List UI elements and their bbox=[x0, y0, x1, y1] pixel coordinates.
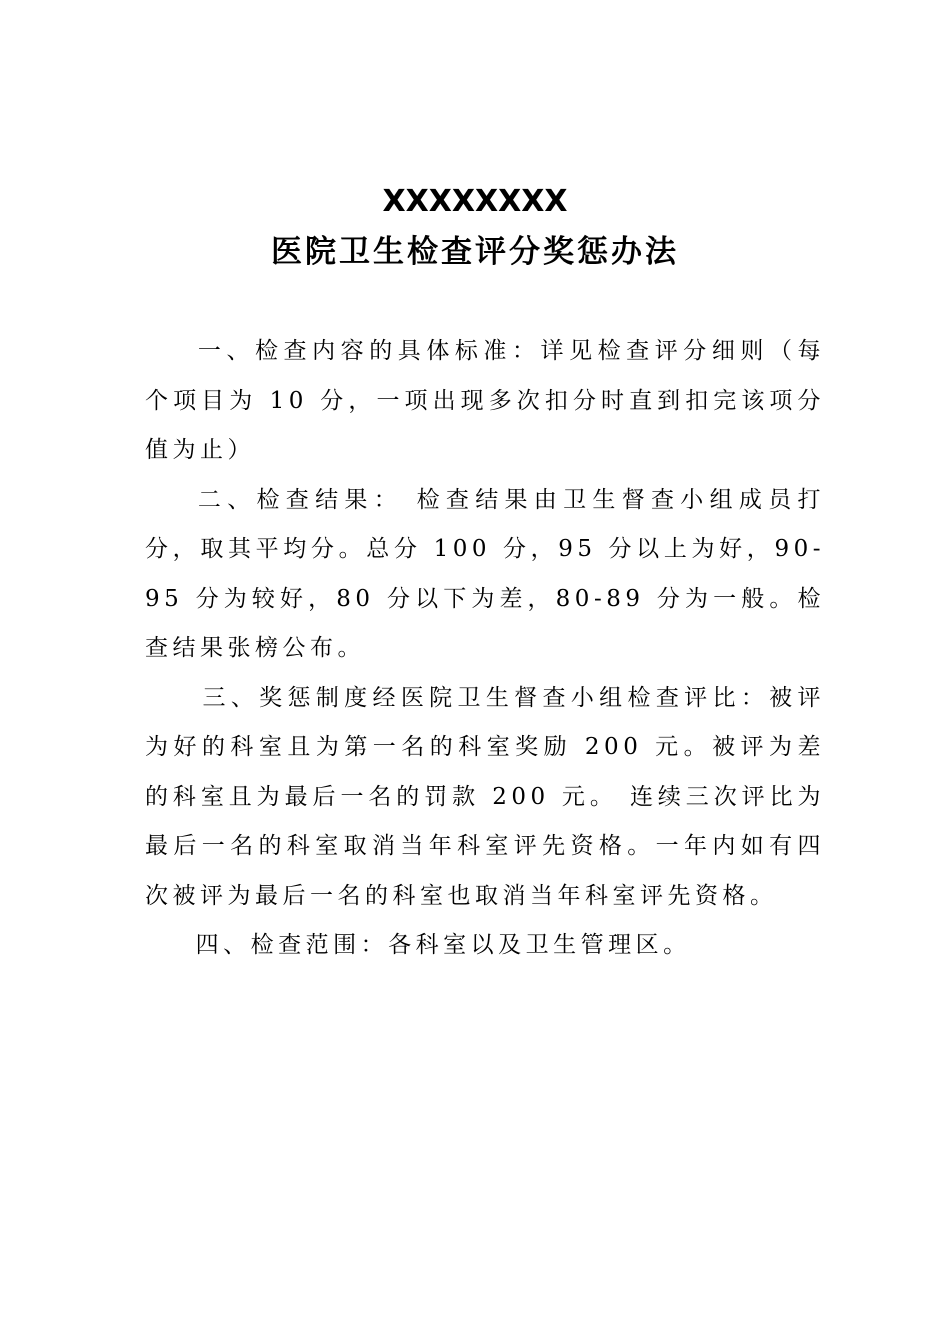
paragraph-inspection-scope: 四、检查范围：各科室以及卫生管理区。 bbox=[195, 932, 691, 958]
document-title bbox=[0, 182, 950, 272]
paragraph-inspection-result: 二、检查结果： 检查结果由卫生督查小组成员打分，取其平均分。总分 100 分，95 分以上为好，90-95 分为较好，80 分以下为差，80-89 分为一般。检查结果张榜公布。 bbox=[145, 486, 825, 661]
title-main: 医院卫生检查评分奖惩办法 bbox=[271, 234, 679, 270]
document-body bbox=[145, 327, 825, 971]
paragraph-reward-penalty: 三、奖惩制度经医院卫生督查小组检查评比：被评为好的科室且为第一名的科室奖励 200 元。被评为差的科室且为最后一名的罚款 200 元。 连续三次评比为最后一名的科室取消当年科室评先资格。一年内如有四次被评为最后一名的科室也取消当年科室评先资格。 bbox=[145, 684, 825, 909]
paragraph-inspection-content: 一、检查内容的具体标准：详见检查评分细则（每个项目为 10 分，一项出现多次扣分时直到扣完该项分值为止） bbox=[145, 338, 825, 463]
title-organization: XXXXXXXX bbox=[382, 184, 568, 219]
